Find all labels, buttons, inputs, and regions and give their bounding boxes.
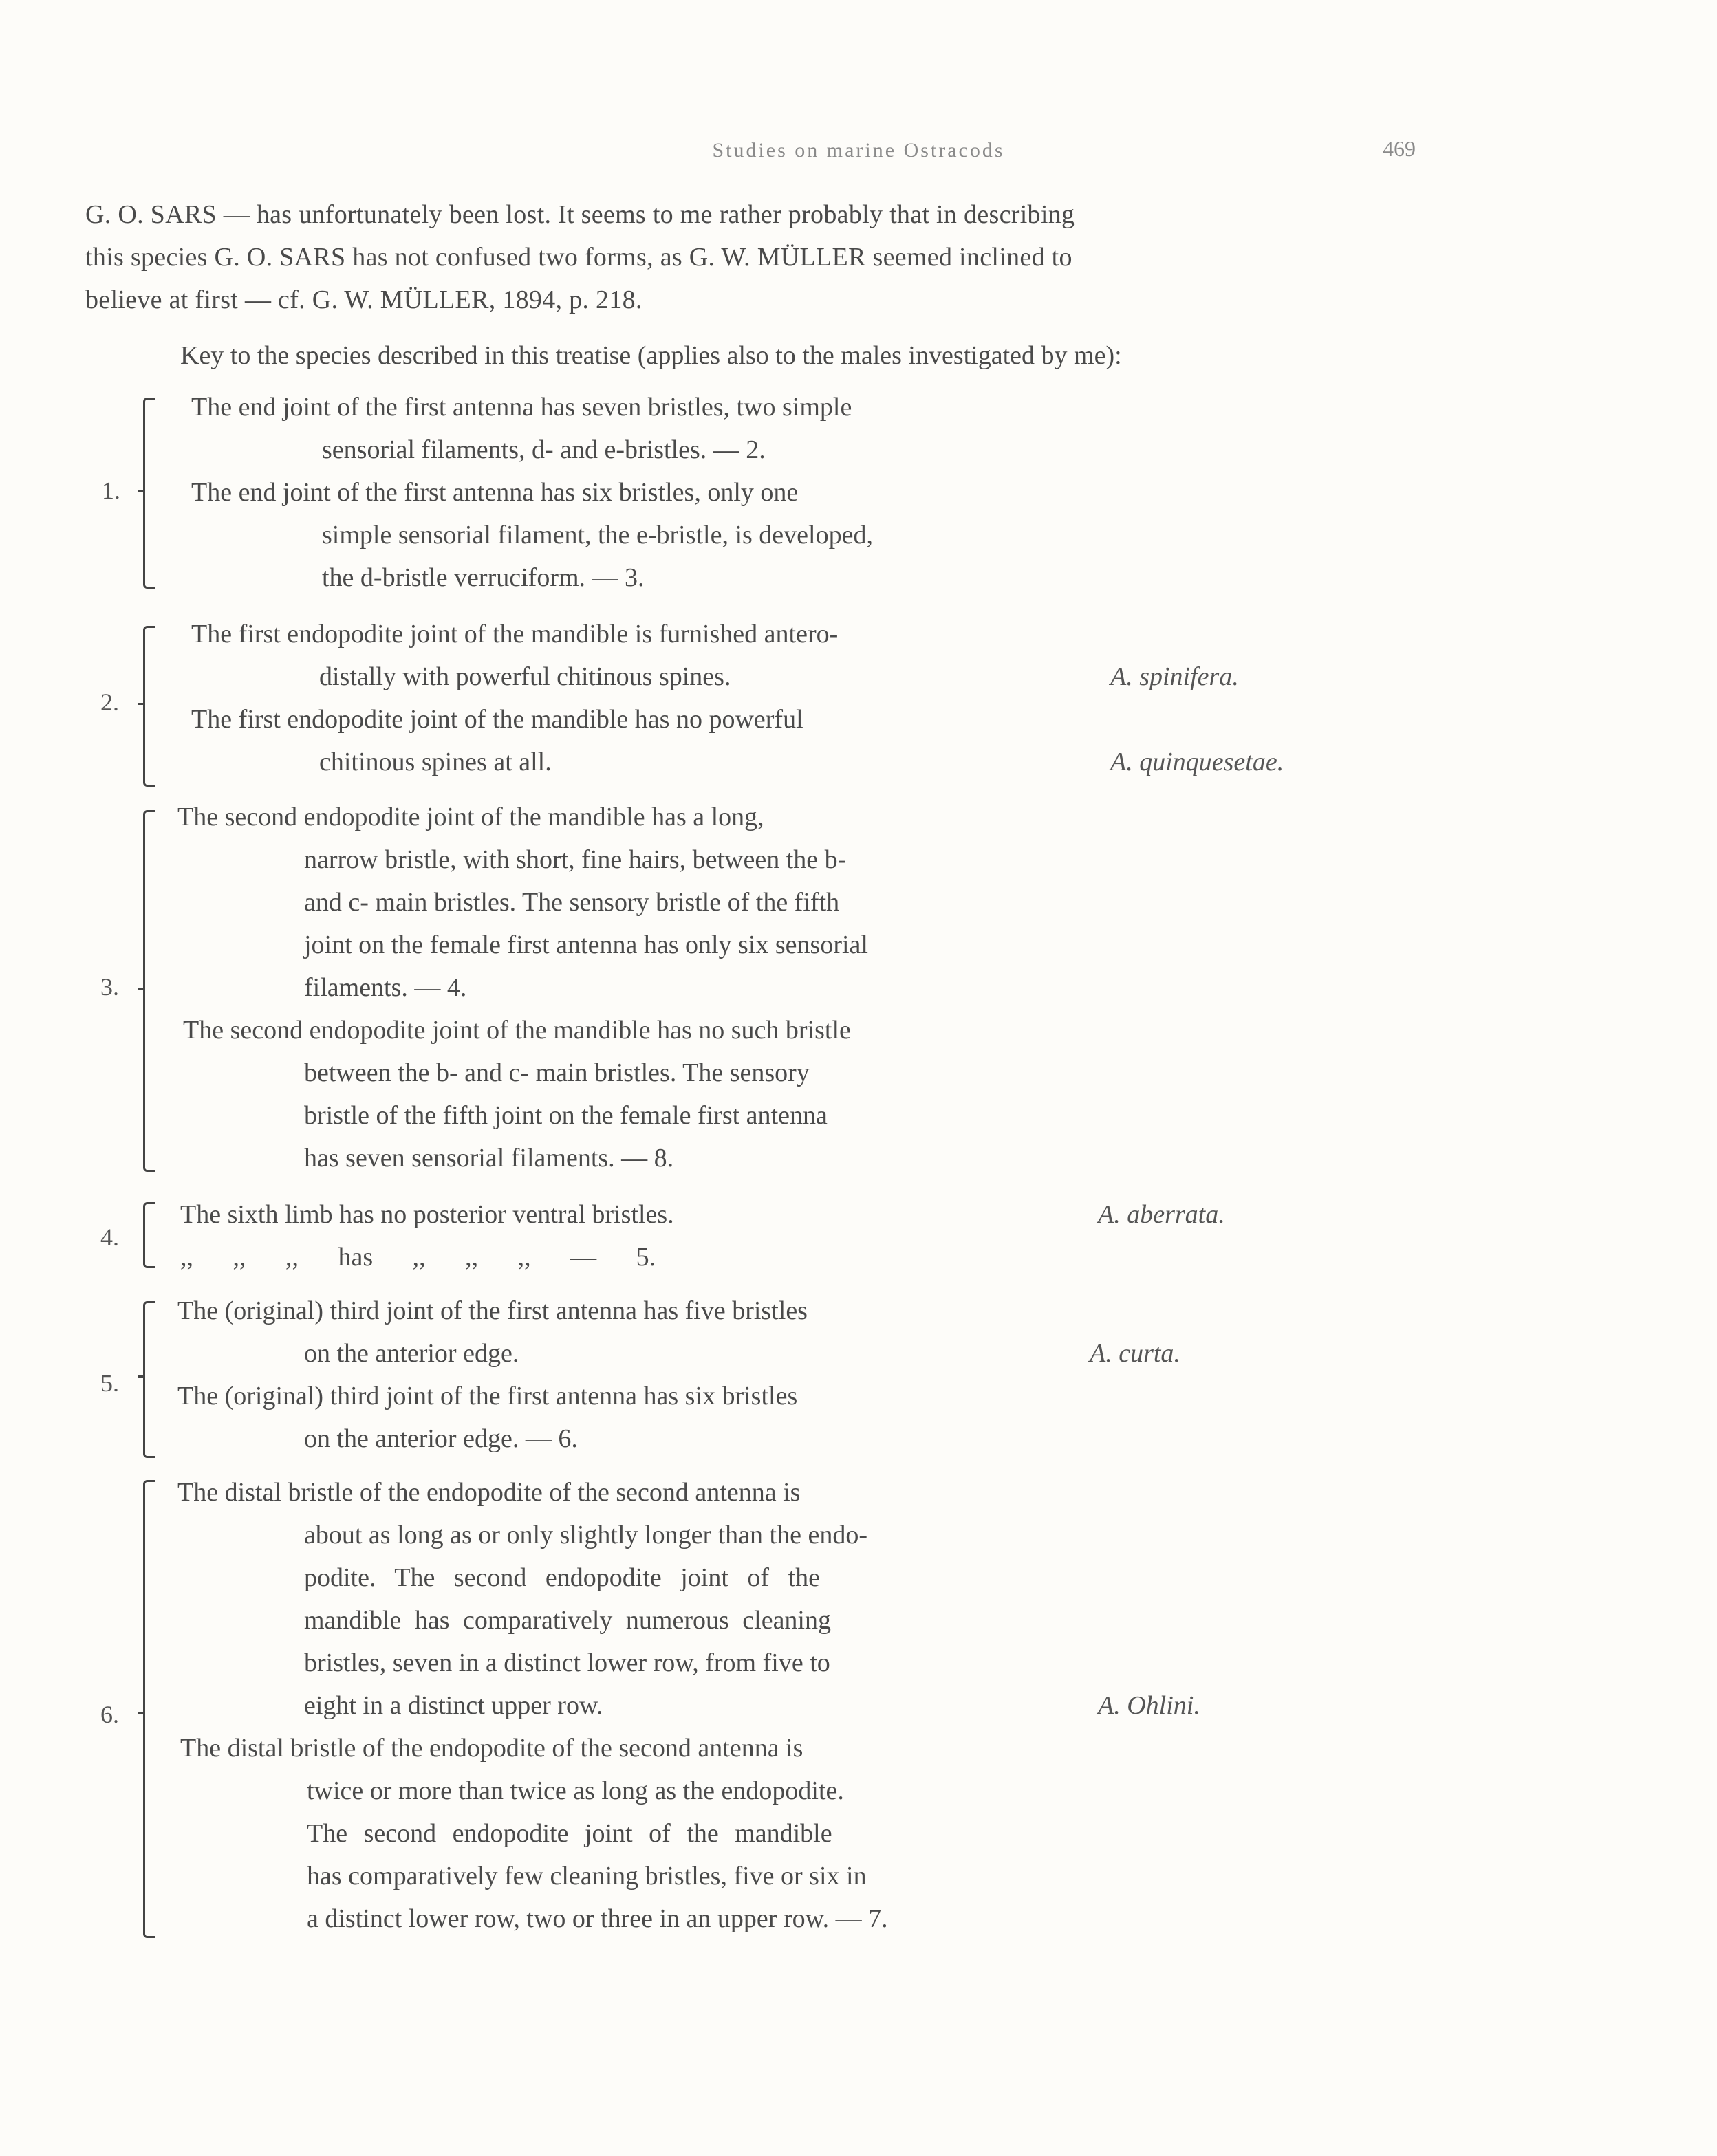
couplet-brace-tip (138, 490, 144, 492)
species-name: A. Ohlini. (1098, 1691, 1200, 1720)
key-line: The (original) third joint of the first antenna has five bristles (177, 1296, 808, 1325)
key-line: on the anterior edge. — 6. (304, 1424, 578, 1453)
key-line: The second endopodite joint of the mandible has no such bristle (183, 1016, 851, 1045)
key-line: bristle of the fifth joint on the female first antenna (304, 1101, 828, 1130)
key-line: The second endopodite joint of the mandible has a long, (177, 803, 764, 831)
couplet-number: 6. (100, 1701, 119, 1728)
couplet-brace-tip (138, 1712, 144, 1714)
key-line: simple sensorial filament, the e-bristle, is developed, (322, 521, 873, 549)
key-line: The end joint of the first antenna has seven bristles, two simple (191, 393, 852, 422)
species-name: A. quinquesetae. (1110, 748, 1284, 776)
key-line: The sixth limb has no posterior ventral bristles. (180, 1200, 674, 1229)
key-line: The first endopodite joint of the mandible has no powerful (191, 705, 803, 734)
intro-paragraph-line: G. O. SARS — has unfortunately been lost. It seems to me rather probably that in describing (85, 200, 1075, 229)
key-line: The second endopodite joint of the mandible (307, 1819, 832, 1848)
couplet-brace-tip (138, 703, 144, 705)
key-line: bristles, seven in a distinct lower row, from five to (304, 1648, 830, 1677)
couplet-brace-tip (138, 1375, 144, 1378)
key-line: on the anterior edge. (304, 1339, 519, 1368)
couplet-number: 4. (100, 1223, 119, 1251)
couplet-brace (143, 810, 155, 1172)
couplet-brace (143, 1202, 155, 1268)
key-line: filaments. — 4. (304, 973, 467, 1002)
key-line: has comparatively few cleaning bristles, five or six in (307, 1862, 867, 1891)
key-line: chitinous spines at all. (319, 748, 552, 776)
couplet-number: 2. (100, 688, 119, 716)
running-title: Studies on marine Ostracods (712, 139, 1005, 162)
key-line: eight in a distinct upper row. (304, 1691, 603, 1720)
key-line: The end joint of the first antenna has six bristles, only one (191, 478, 799, 507)
intro-paragraph-line: believe at first — cf. G. W. MÜLLER, 1894, p. 218. (85, 285, 642, 314)
couplet-number: 1. (102, 477, 120, 504)
ditto-line: ,, ,, ,, has ,, ,, ,, — 5. (180, 1243, 656, 1272)
key-line: sensorial filaments, d- and e-bristles. — 2. (322, 435, 766, 464)
key-line: has seven sensorial filaments. — 8. (304, 1144, 674, 1173)
species-name: A. curta. (1090, 1339, 1180, 1368)
couplet-number: 3. (100, 973, 119, 1001)
page-number: 469 (1383, 136, 1416, 161)
species-name: A. aberrata. (1098, 1200, 1225, 1229)
key-line: and c- main bristles. The sensory bristle of the fifth (304, 888, 840, 917)
key-line: The distal bristle of the endopodite of the second antenna is (177, 1478, 801, 1507)
key-line: about as long as or only slightly longer than the endo- (304, 1521, 867, 1549)
key-line: between the b- and c- main bristles. The sensory (304, 1058, 810, 1087)
key-line: narrow bristle, with short, fine hairs, between the b- (304, 845, 847, 874)
key-line: The (original) third joint of the first antenna has six bristles (177, 1382, 798, 1411)
key-line: joint on the female first antenna has only six sensorial (304, 930, 868, 959)
key-line: The first endopodite joint of the mandible is furnished antero- (191, 620, 839, 649)
key-line: podite. The second endopodite joint of the (304, 1563, 820, 1592)
key-line: a distinct lower row, two or three in an upper row. — 7. (307, 1904, 888, 1933)
key-line: The distal bristle of the endopodite of the second antenna is (180, 1734, 803, 1763)
key-line: twice or more than twice as long as the endopodite. (307, 1776, 844, 1805)
key-line: mandible has comparatively numerous cleaning (304, 1606, 831, 1635)
couplet-brace (143, 1301, 155, 1458)
couplet-brace (143, 626, 155, 787)
couplet-brace (143, 1480, 155, 1938)
couplet-brace-tip (138, 988, 144, 990)
couplet-brace (143, 398, 155, 589)
key-intro: Key to the species described in this treatise (applies also to the males investigated by me): (180, 341, 1122, 370)
key-line: the d-bristle verruciform. — 3. (322, 563, 645, 592)
key-line: distally with powerful chitinous spines. (319, 662, 731, 691)
couplet-number: 5. (100, 1369, 119, 1397)
species-name: A. spinifera. (1110, 662, 1239, 691)
intro-paragraph-line: this species G. O. SARS has not confused two forms, as G. W. MÜLLER seemed inclined to (85, 243, 1072, 272)
